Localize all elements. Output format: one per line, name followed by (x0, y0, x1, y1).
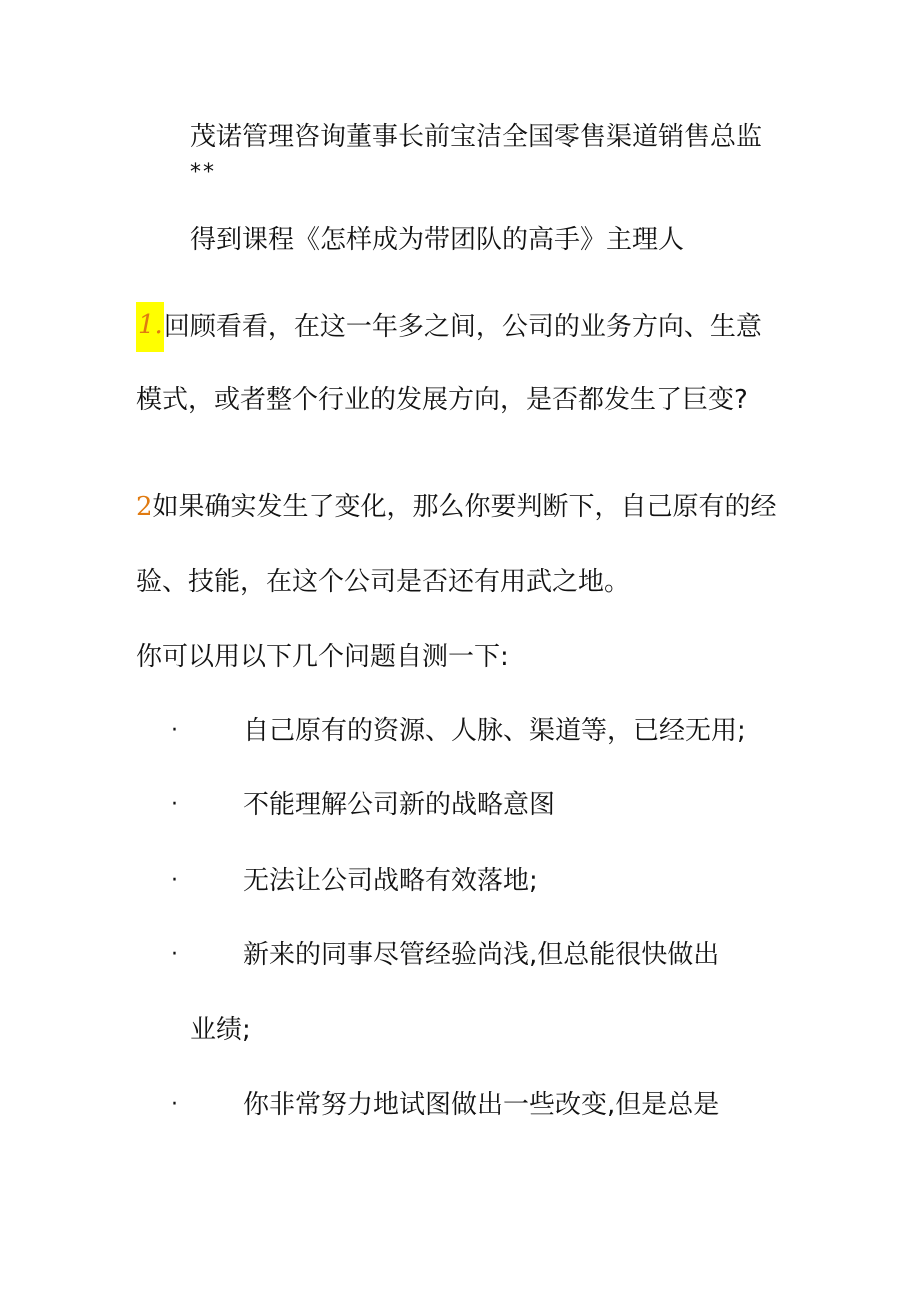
author-course: 得到课程《怎样成为带团队的高手》主理人 (190, 225, 685, 255)
bullet-dot: · (171, 942, 178, 967)
bullet-dot: · (171, 868, 178, 893)
bullet-item-5: 你非常努力地试图做出一些改变,但是总是 (243, 1090, 720, 1120)
question-2-number: 2 (136, 492, 153, 522)
bullet-dot: · (171, 718, 178, 743)
question-1-line-1 (136, 310, 762, 352)
question-2-line-2: 验、技能，在这个公司是否还有用武之地。 (136, 567, 631, 597)
bullet-dot: · (171, 1092, 178, 1117)
bullet-item-4-continuation: 业绩; (190, 1015, 251, 1045)
question-1-number: 1. (136, 302, 164, 352)
self-test-intro: 你可以用以下几个问题自测一下: (136, 642, 509, 672)
bullet-dot: · (171, 792, 178, 817)
question-2-line-1 (136, 490, 777, 524)
question-2-text-1: 如果确实发生了变化，那么你要判断下，自己原有的经 (152, 492, 777, 522)
bullet-item-2: 不能理解公司新的战略意图 (243, 790, 556, 820)
bullet-item-1: 自己原有的资源、人脉、渠道等，已经无用; (243, 716, 746, 746)
question-1-line-2: 模式，或者整个行业的发展方向，是否都发生了巨变? (136, 385, 748, 415)
author-title: 茂诺管理咨询董事长前宝洁全国零售渠道销售总监 (190, 122, 763, 152)
bullet-item-3: 无法让公司战略有效落地; (243, 866, 538, 896)
author-stars: ** (190, 160, 216, 185)
bullet-item-4: 新来的同事尽管经验尚浅,但总能很快做出 (243, 940, 720, 970)
question-1-text-1: 回顾看看，在这一年多之间，公司的业务方向、生意 (163, 312, 762, 342)
